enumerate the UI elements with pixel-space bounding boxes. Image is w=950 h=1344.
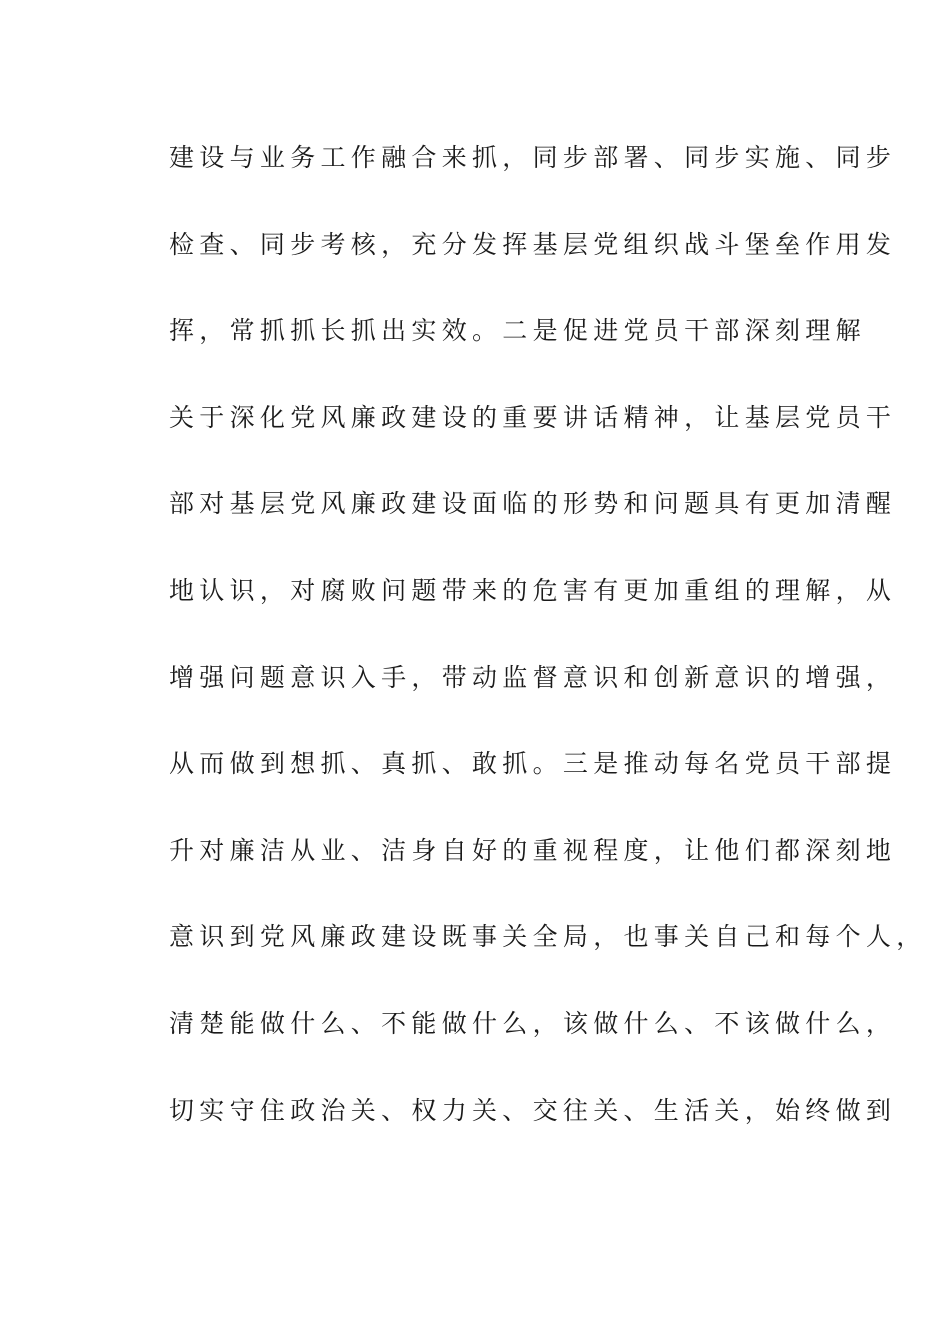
text-line: 地认识，对腐败问题带来的危害有更加重组的理解，从 (169, 575, 897, 605)
text-line: 清楚能做什么、不能做什么，该做什么、不该做什么， (169, 1008, 897, 1038)
text-line: 部对基层党风廉政建设面临的形势和问题具有更加清醒 (169, 489, 897, 519)
text-line: 从而做到想抓、真抓、敢抓。三是推动每名党员干部提 (169, 749, 897, 779)
text-line: 关于深化党风廉政建设的重要讲话精神，让基层党员干 (169, 402, 897, 432)
text-line: 建设与业务工作融合来抓，同步部署、同步实施、同步 (169, 143, 897, 172)
text-line: 升对廉洁从业、洁身自好的重视程度，让他们都深刻地 (169, 835, 897, 865)
text-line: 检查、同步考核，充分发挥基层党组织战斗堡垒作用发 (169, 229, 897, 259)
text-line: 挥，常抓抓长抓出实效。二是促进党员干部深刻理解 (169, 316, 866, 346)
text-line: 增强问题意识入手，带动监督意识和创新意识的增强， (169, 662, 897, 692)
text-line: 意识到党风廉政建设既事关全局，也事关自己和每个人， (169, 922, 927, 952)
text-line: 切实守住政治关、权力关、交往关、生活关，始终做到 (169, 1095, 897, 1125)
body-text (169, 130, 927, 1169)
